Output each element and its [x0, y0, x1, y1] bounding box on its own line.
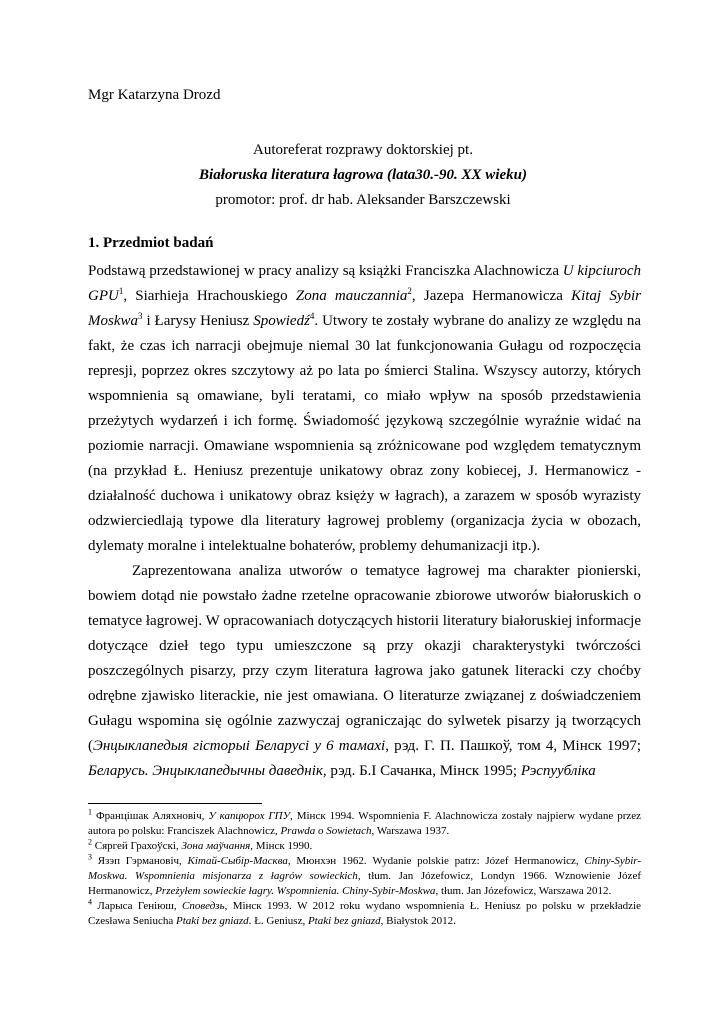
text-run: Zaprezentowana analiza utworów o tematyce łagrowej ma charakter pionierski, bowiem dotąd nie powstało żadne rzetelne opracowanie zbiorowe utworów białoruskich o tematyce łagrowej. W opracowaniach dotyczących historii literatury białoruskiej informacje dotyczące dzieł tego typu umieszczone są przy okazji charakterystyki twórczości poszczególnych pisarzy, przy czym literatura łagrowa jako gatunek literacki czy choćby odrębne zjawisko literackie, nie jest omawiana. O literaturze związanej z doświadczeniem Gułagu wspomina się ogólnie zazwyczaj ograniczając do sylwetek pisarzy ją tworzących (: [88, 563, 641, 754]
paragraph-2: [88, 559, 641, 784]
book-title: Ptaki bez gniazd: [175, 915, 249, 927]
footnote-number: 4: [88, 897, 92, 907]
text-run: , Мінск 1994. Wspomnienia F. Alachnowicza zostały najpierw wydane przez autora po polsku: Franciszek Alachnowicz,: [88, 810, 642, 837]
text-run: , Białystok 2012.: [380, 915, 456, 927]
book-title: Кітай-Сыбір-Масква: [187, 855, 288, 867]
footnote-ref: 2: [407, 286, 412, 296]
text-run: , Мінск 1993. W 2012 roku wydano wspomnienia Ł. Heniusz po polsku w przekładzie Czesława Seniucha: [88, 900, 642, 927]
paragraph-1: [88, 259, 641, 559]
footnote-number: 1: [88, 807, 92, 817]
text-run: , Мінск 1990.: [250, 840, 313, 852]
footnote-1: [88, 809, 641, 839]
text-run: , tłum. Jan Józefowicz, Warszawa 2012.: [435, 885, 612, 897]
text-run: , Jazepa Hermanowicza: [411, 288, 572, 304]
text-run: рэд. Б.І Сачанка, Мінск 1995;: [326, 763, 521, 779]
book-title: Chiny-Sybir-Moskwa. Wspomnienia misjonarza z łagrów sowieckich: [88, 855, 641, 882]
text-run: Францішак Аляхновіч,: [92, 810, 209, 822]
text-run: Warszawa 1937.: [374, 825, 450, 837]
text-run: Podstawą przedstawionej w pracy analizy są książki Franciszka Alachnowicza: [88, 263, 563, 279]
book-title: Споведзь: [182, 900, 225, 912]
book-title: Зона маўчання: [181, 840, 251, 852]
book-title: Przeżyłem sowieckie łagry. Wspomnienia. Chiny-Sybir-Moskwa: [155, 885, 436, 897]
text-run: Ларыса Геніюш,: [92, 900, 182, 912]
supervisor-line: promotor: prof. dr hab. Aleksander Barszczewski: [215, 192, 511, 208]
footnote-2: [88, 839, 641, 854]
text-run: , tłum. Jan Józefowicz, Londyn 1966. Wznowienie Józef Hermanowicz,: [88, 870, 641, 897]
book-title: Энцыклапедыя гісторыі Беларусі у 6 тамахі: [93, 738, 386, 754]
footnote-3: [88, 854, 641, 899]
text-run: , Siarhieja Hrachouskiego: [123, 288, 296, 304]
footnote-ref: 1: [118, 286, 124, 296]
footnote-number: 2: [88, 837, 92, 847]
author-name: Mgr Katarzyna Drozd: [88, 87, 221, 103]
text-run: . Ł. Geniusz,: [248, 915, 308, 927]
section-heading: 1. Przedmiot badań: [88, 235, 214, 251]
title-block: [88, 138, 638, 213]
title-line-1: Autoreferat rozprawy doktorskiej pt.: [253, 142, 473, 158]
text-run: Язэп Гэрмановіч,: [92, 855, 188, 867]
book-title: Рэспуубліка: [520, 763, 596, 779]
footnote-4: [88, 899, 641, 929]
book-title: U kipciuroch GPU: [88, 263, 641, 304]
text-run: . Utwory te zostały wybrane do analizy ze względu na fakt, że czas ich narracji obejmuje niemal 30 lat funkcjonowania Gułagu od rozpoczęcia represji, poprzez okres szczytowy aż po lata po śmierci Stalina. Wszyscy autorzy, których wspomnienia są omawiane, byli teratami, co miało wpływ na sposób przedstawienia przeżytych wydarzeń i ich formę. Świadomość językową szczególnie wyraźnie widać na poziomie narracji. Omawiane wspomnienia są zróżnicowane pod względem tematycznym (na przykład Ł. Heniusz prezentuje unikatowy obraz zony kobiecej, J. Hermanowicz - działalność duchowa i unikatowy obraz księży w łagrach), a zarazem w sposób wyrazisty odzwierciedlają typowe dla literatury łagrowej problemy (organizacja życia w obozach, dylematy moralne i intelektualne bohaterów, problemy dehumanizacji itp.).: [88, 313, 641, 554]
text-run: , рэд. Г. П. Пашкоў, том 4, Мінск 1997;: [385, 738, 641, 754]
body-text: [88, 259, 641, 784]
footnote-number: 3: [88, 852, 92, 862]
footnotes: [88, 809, 641, 929]
text-run: Сяргей Грахоўскі,: [92, 840, 182, 852]
book-title: Беларусь. Энцыклапедычны даведнік,: [88, 763, 327, 779]
footnote-ref: 4: [309, 311, 315, 321]
book-title: Spowiedź: [253, 313, 310, 329]
book-title: Prawda o Sowietach,: [280, 825, 375, 837]
dissertation-title: Białoruska literatura łagrowa (lata30.-90. XX wieku): [199, 167, 527, 183]
book-title: У капцюрох ГПУ: [208, 810, 291, 822]
text-run: , Мюнхэн 1962. Wydanie polskie patrz: Józef Hermanowicz,: [287, 855, 585, 867]
book-title: Kitaj Sybir Moskwa: [88, 288, 641, 329]
text-run: i Łarysy Heniusz: [142, 313, 254, 329]
footnote-ref: 3: [138, 311, 143, 321]
footnote-separator: [88, 803, 262, 804]
book-title: Zona mauczannia: [295, 288, 408, 304]
book-title: Ptaki bez gniazd: [307, 915, 381, 927]
